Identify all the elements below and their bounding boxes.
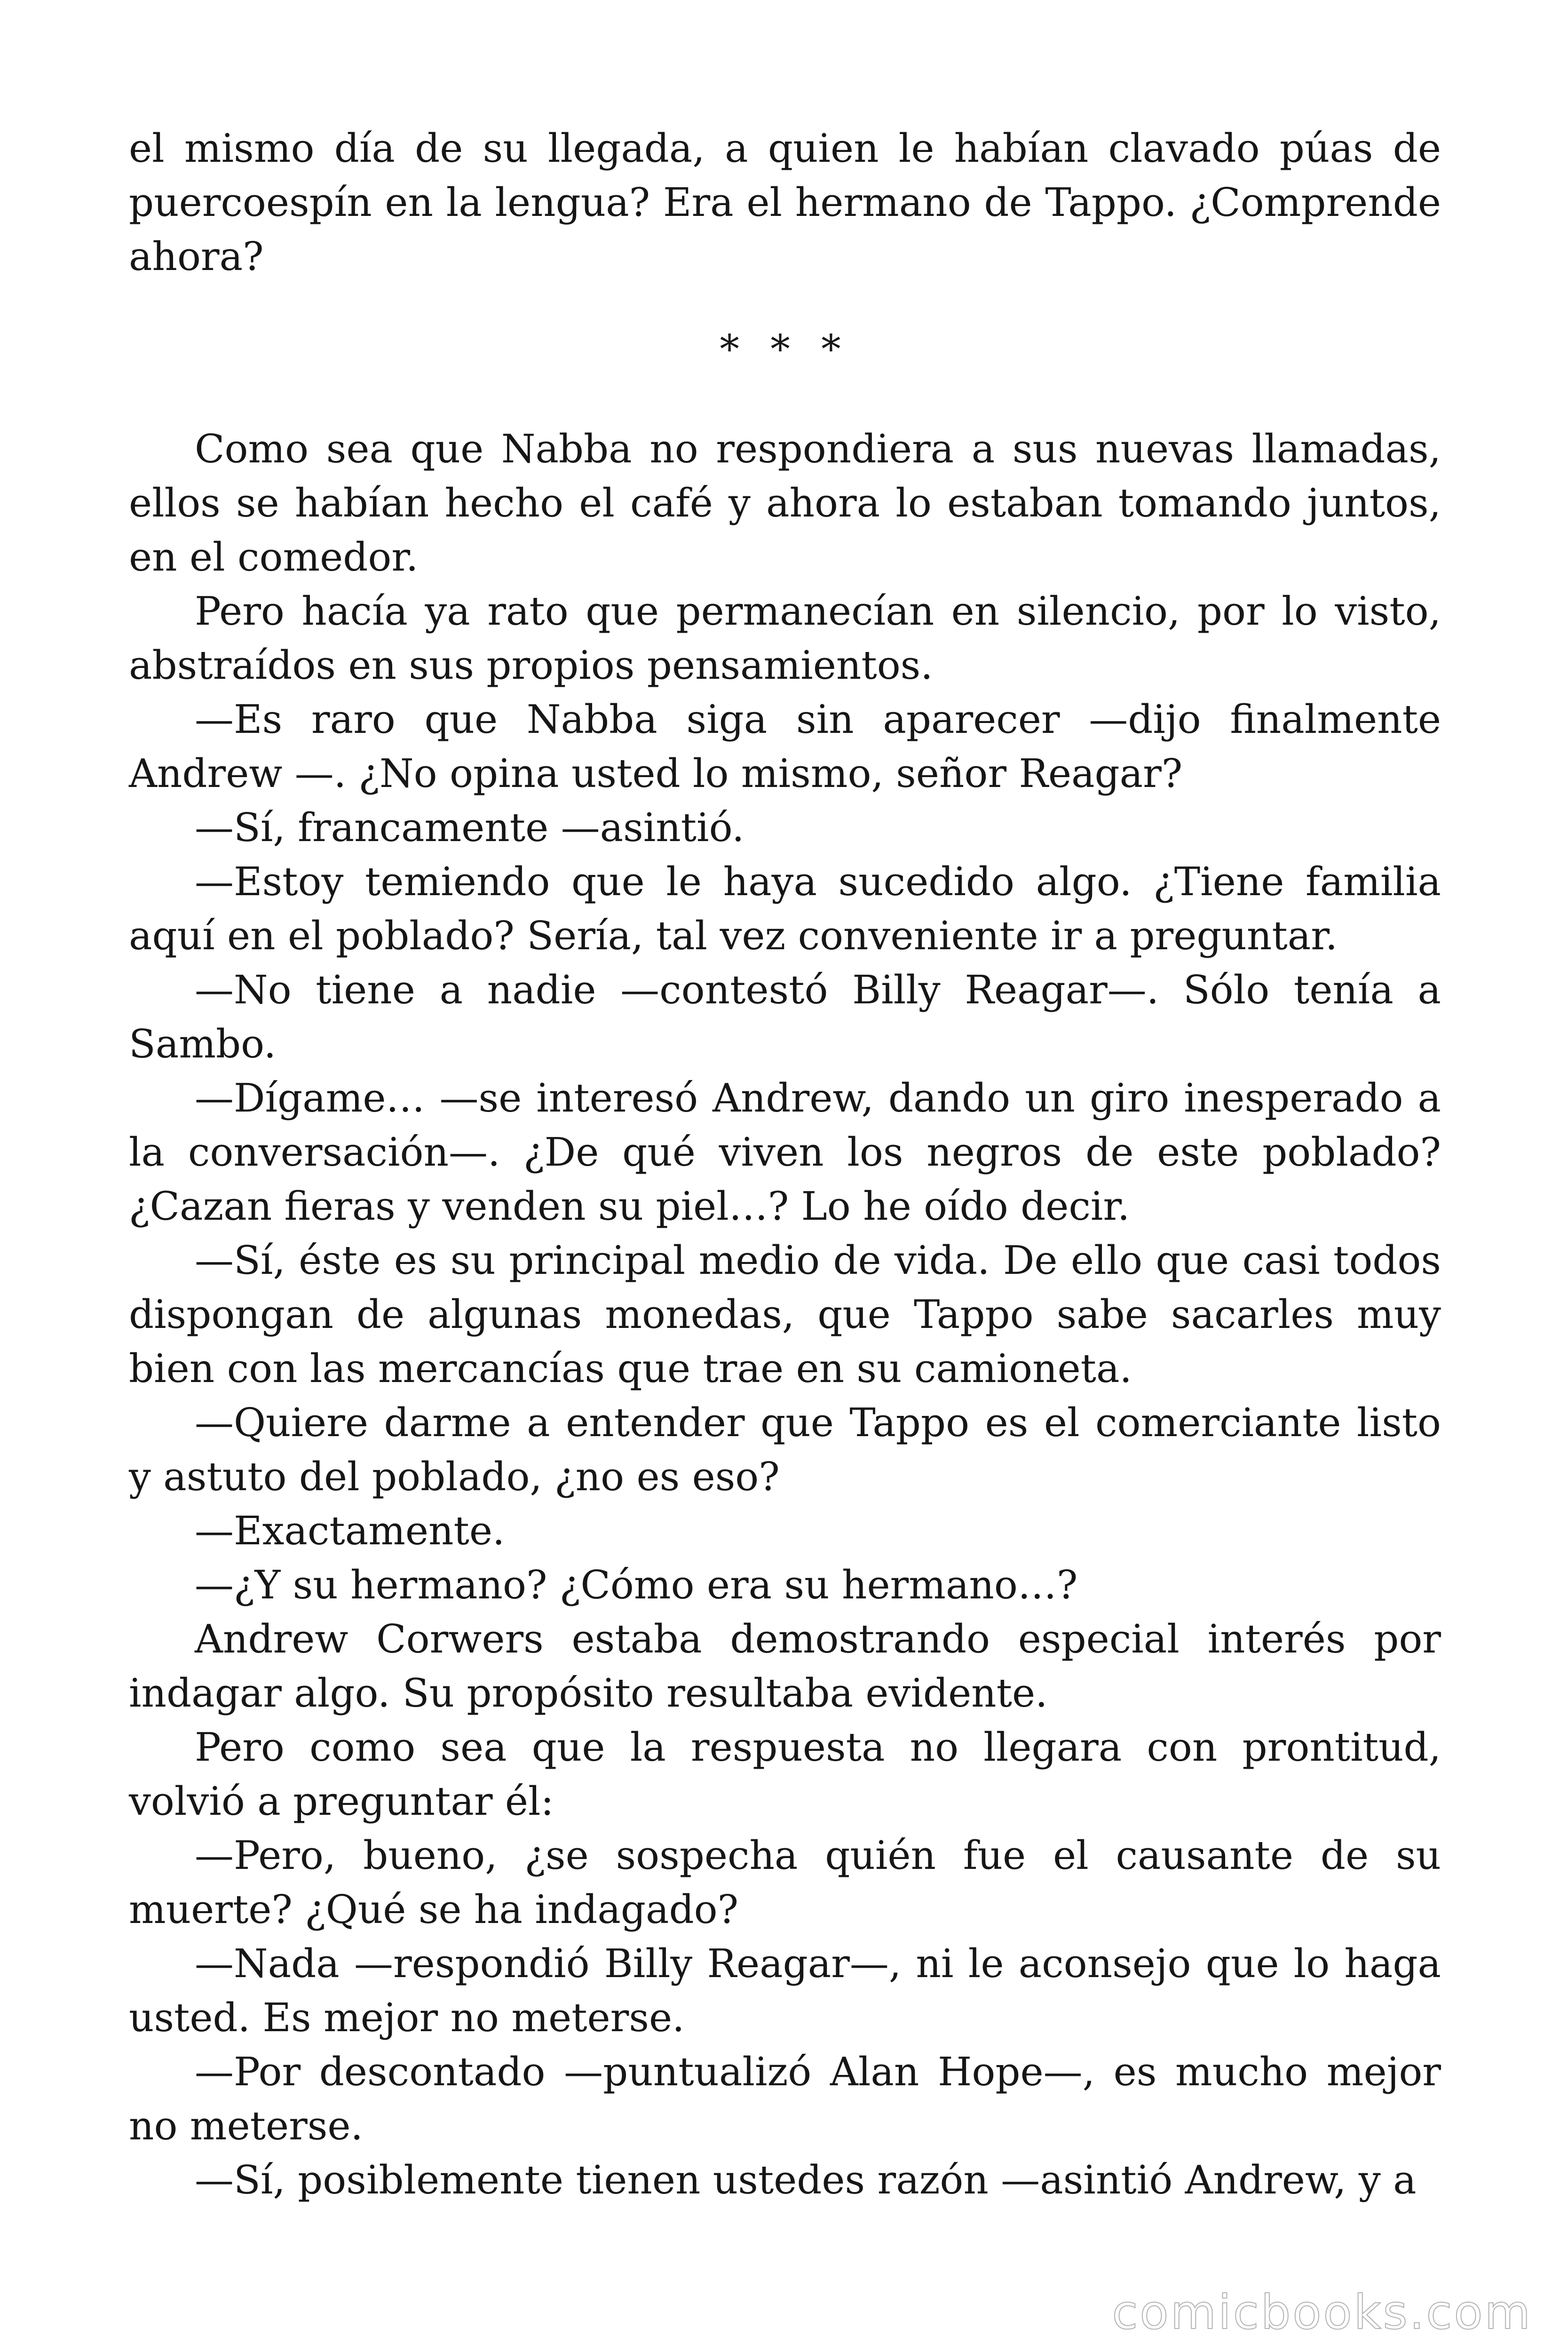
paragraph: Pero como sea que la respuesta no llegara con prontitud, volvió a preguntar él: (129, 1724, 1441, 1824)
paragraph: —Por descontado —puntualizó Alan Hope—, es mucho mejor no meterse. (129, 2049, 1441, 2149)
paragraph: —Sí, éste es su principal medio de vida. De ello que casi todos dispongan de algunas monedas, que Tappo sabe sacarles muy bien con las mercancías que trae en su camioneta. (129, 1238, 1441, 1391)
paragraph: —Exactamente. (195, 1508, 505, 1554)
paragraph: Pero hacía ya rato que permanecían en silencio, por lo visto, abstraídos en sus propios pensamientos. (129, 588, 1441, 688)
paragraph: —Nada —respondió Billy Reagar—, ni le aconsejo que lo haga usted. Es mejor no meterse. (129, 1941, 1441, 2041)
paragraph: —Pero, bueno, ¿se sospecha quién fue el causante de su muerte? ¿Qué se ha indagado? (129, 1833, 1441, 1932)
section-separator: * * * (720, 326, 850, 372)
paragraph: —Estoy temiendo que le haya sucedido algo. ¿Tiene familia aquí en el poblado? Sería, tal vez conveniente ir a preguntar. (129, 859, 1441, 959)
paragraph: Andrew Corwers estaba demostrando especial interés por indagar algo. Su propósito resultaba evidente. (129, 1616, 1441, 1716)
paragraph: —Sí, posiblemente tienen ustedes razón —asintió Andrew, y a (195, 2157, 1417, 2203)
paragraph: el mismo día de su llegada, a quien le habían clavado púas de puercoespín en la lengua? Era el hermano de Tappo. ¿Comprende ahora? (129, 126, 1441, 279)
paragraph: —Es raro que Nabba siga sin aparecer —dijo finalmente Andrew —. ¿No opina usted lo mismo, señor Reagar? (129, 697, 1441, 796)
paragraph: Como sea que Nabba no respondiera a sus nuevas llamadas, ellos se habían hecho el café y ahora lo estaban tomando juntos, en el comedor. (129, 426, 1441, 580)
body-text (129, 121, 1441, 2207)
paragraph: —¿Y su hermano? ¿Cómo era su hermano…? (195, 1562, 1078, 1608)
watermark: comicbooks.com (1112, 2285, 1532, 2340)
paragraph: —Sí, francamente —asintió. (195, 805, 744, 850)
paragraph: —No tiene a nadie —contestó Billy Reagar—. Sólo tenía a Sambo. (129, 967, 1441, 1067)
paragraph: —Dígame… —se interesó Andrew, dando un giro inesperado a la conversación—. ¿De qué viven los negros de este poblado? ¿Cazan fieras y venden su piel…? Lo he oído decir. (129, 1075, 1441, 1229)
paragraph: —Quiere darme a entender que Tappo es el comerciante listo y astuto del poblado, ¿no es eso? (129, 1400, 1441, 1500)
